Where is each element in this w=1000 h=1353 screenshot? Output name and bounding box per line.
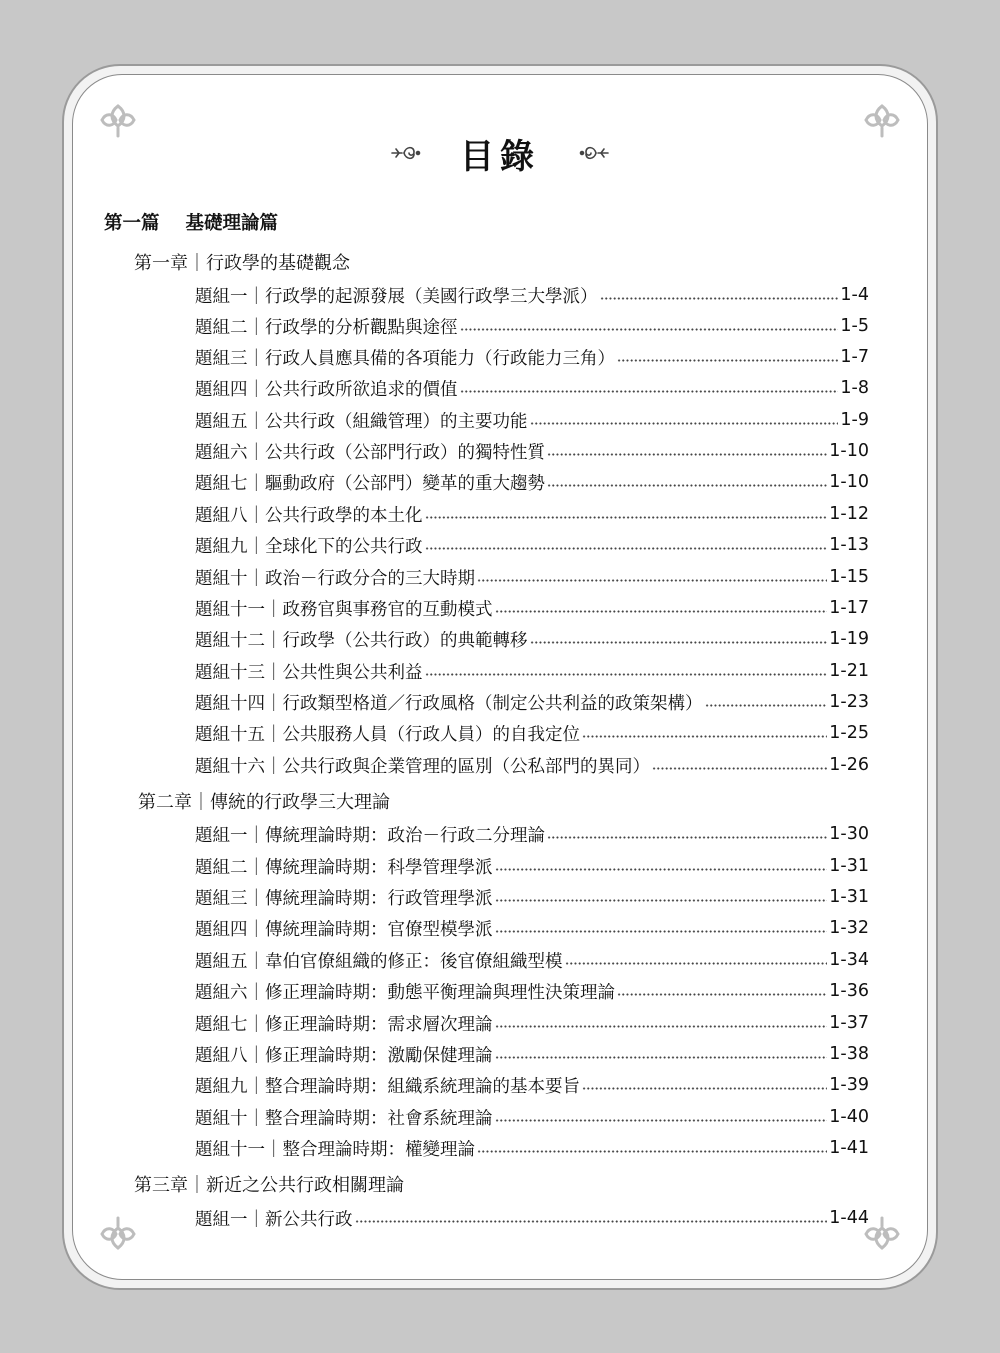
toc-entry-page: 1-13 — [829, 535, 869, 555]
toc-entry-page: 1-17 — [829, 598, 869, 618]
leader-dots — [582, 735, 827, 738]
toc-entry-label: 題組九｜整合理論時期：組織系統理論的基本要旨 — [195, 1076, 580, 1097]
leader-dots — [530, 422, 839, 425]
leader-dots — [530, 641, 828, 644]
toc-entry-page: 1-32 — [829, 918, 869, 938]
part-heading — [104, 210, 278, 234]
leader-dots — [425, 516, 828, 519]
toc-entry-page: 1-4 — [840, 285, 869, 305]
toc-entry[interactable] — [195, 1073, 869, 1097]
toc-entry-page: 1-23 — [829, 692, 869, 712]
flourish-left-icon — [390, 142, 422, 164]
toc-entry[interactable] — [195, 854, 869, 878]
toc-entry-label: 題組十｜政治－行政分合的三大時期 — [195, 568, 475, 589]
toc-entry-label: 題組一｜行政學的起源發展（美國行政學三大學派） — [195, 286, 598, 307]
part-number: 第一篇 — [104, 213, 160, 234]
toc-entry-page: 1-40 — [829, 1107, 869, 1127]
toc-entry[interactable] — [195, 314, 869, 338]
toc-entry[interactable] — [195, 439, 869, 463]
leader-dots — [477, 1150, 827, 1153]
toc-entry[interactable] — [195, 533, 869, 557]
leader-dots — [565, 962, 828, 965]
toc-entry-label: 題組六｜修正理論時期：動態平衡理論與理性決策理論 — [195, 982, 615, 1003]
toc-entry-page: 1-31 — [829, 856, 869, 876]
toc-entry-page: 1-25 — [829, 723, 869, 743]
toc-entry-page: 1-8 — [840, 378, 869, 398]
toc-entry-page: 1-41 — [829, 1138, 869, 1158]
chapter-heading[interactable]: 第一章｜行政學的基礎觀念 — [134, 253, 350, 274]
toc-entry-page: 1-31 — [829, 887, 869, 907]
toc-entry-label: 題組五｜韋伯官僚組織的修正：後官僚組織型模 — [195, 951, 563, 972]
toc-entry-label: 題組七｜修正理論時期：需求層次理論 — [195, 1014, 493, 1035]
toc-entry-label: 題組二｜行政學的分析觀點與途徑 — [195, 317, 458, 338]
toc-entry-label: 題組十六｜公共行政與企業管理的區別（公私部門的異同） — [195, 756, 650, 777]
toc-entry[interactable] — [195, 721, 869, 745]
toc-entry-page: 1-34 — [829, 950, 869, 970]
toc-entry[interactable] — [195, 283, 869, 307]
toc-entry[interactable] — [195, 1105, 869, 1129]
toc-entry-page: 1-39 — [829, 1075, 869, 1095]
leader-dots — [600, 297, 839, 300]
toc-entry[interactable] — [195, 1136, 869, 1160]
toc-entry[interactable] — [195, 627, 869, 651]
toc-entry[interactable] — [195, 753, 869, 777]
leader-dots — [617, 359, 838, 362]
toc-entry[interactable] — [195, 1011, 869, 1035]
toc-entry-label: 題組六｜公共行政（公部門行政）的獨特性質 — [195, 442, 545, 463]
toc-entry[interactable] — [195, 1206, 869, 1230]
toc-entry-label: 題組二｜傳統理論時期：科學管理學派 — [195, 857, 493, 878]
toc-entry-page: 1-37 — [829, 1013, 869, 1033]
toc-entry-label: 題組十一｜整合理論時期：權變理論 — [195, 1139, 475, 1160]
toc-entry-page: 1-7 — [840, 347, 869, 367]
toc-entry-page: 1-38 — [829, 1044, 869, 1064]
leader-dots — [547, 453, 827, 456]
chapter-heading[interactable]: 第三章｜新近之公共行政相關理論 — [134, 1175, 404, 1196]
page-title: 目錄 — [460, 136, 540, 177]
toc-entry-label: 題組十五｜公共服務人員（行政人員）的自我定位 — [195, 724, 580, 745]
toc-entry-label: 題組五｜公共行政（組織管理）的主要功能 — [195, 411, 528, 432]
leader-dots — [425, 673, 828, 676]
toc-entry[interactable] — [195, 408, 869, 432]
toc-entry[interactable] — [195, 916, 869, 940]
toc-entry[interactable] — [195, 470, 869, 494]
leader-dots — [495, 1119, 828, 1122]
corner-ornament-bottom-left — [96, 1212, 140, 1256]
leader-dots — [582, 1087, 827, 1090]
toc-entry-page: 1-21 — [829, 661, 869, 681]
leader-dots — [705, 704, 828, 707]
toc-entry-label: 題組八｜修正理論時期：激勵保健理論 — [195, 1045, 493, 1066]
toc-entry[interactable] — [195, 659, 869, 683]
toc-entry[interactable] — [195, 690, 869, 714]
toc-entry-label: 題組三｜傳統理論時期：行政管理學派 — [195, 888, 493, 909]
toc-entry-page: 1-10 — [829, 441, 869, 461]
title-area — [0, 128, 1000, 178]
toc-entry-label: 題組一｜新公共行政 — [195, 1209, 353, 1230]
leader-dots — [355, 1220, 828, 1223]
toc-entry-page: 1-9 — [840, 410, 869, 430]
part-title: 基礎理論篇 — [185, 213, 279, 234]
toc-entry-page: 1-19 — [829, 629, 869, 649]
leader-dots — [460, 390, 839, 393]
toc-entry[interactable] — [195, 822, 869, 846]
toc-entry-label: 題組十四｜行政類型格道／行政風格（制定公共利益的政策架構） — [195, 693, 703, 714]
toc-entry[interactable] — [195, 345, 869, 369]
toc-entry-label: 題組四｜公共行政所欲追求的價值 — [195, 379, 458, 400]
leader-dots — [425, 547, 828, 550]
toc-entry-page: 1-26 — [829, 755, 869, 775]
toc-entry-label: 題組十二｜行政學（公共行政）的典範轉移 — [195, 630, 528, 651]
toc-entry[interactable] — [195, 502, 869, 526]
leader-dots — [547, 836, 827, 839]
toc-entry[interactable] — [195, 885, 869, 909]
toc-entry[interactable] — [195, 565, 869, 589]
toc-entry[interactable] — [195, 979, 869, 1003]
toc-entry[interactable] — [195, 948, 869, 972]
leader-dots — [495, 899, 828, 902]
toc-entry-page: 1-12 — [829, 504, 869, 524]
toc-entry-page: 1-15 — [829, 567, 869, 587]
leader-dots — [495, 610, 828, 613]
leader-dots — [477, 579, 827, 582]
leader-dots — [495, 930, 828, 933]
leader-dots — [495, 868, 828, 871]
leader-dots — [617, 993, 827, 996]
toc-entry-label: 題組十三｜公共性與公共利益 — [195, 662, 423, 683]
toc-entry-page: 1-5 — [840, 316, 869, 336]
leader-dots — [652, 767, 827, 770]
chapter-heading[interactable]: 第二章｜傳統的行政學三大理論 — [138, 792, 390, 813]
toc-entry-label: 題組九｜全球化下的公共行政 — [195, 536, 423, 557]
leader-dots — [495, 1025, 828, 1028]
toc-entry-label: 題組四｜傳統理論時期：官僚型模學派 — [195, 919, 493, 940]
leader-dots — [547, 484, 827, 487]
toc-entry-page: 1-36 — [829, 981, 869, 1001]
toc-entry-page: 1-44 — [829, 1208, 869, 1228]
toc-entry[interactable] — [195, 376, 869, 400]
toc-entry[interactable] — [195, 1042, 869, 1066]
toc-entry[interactable] — [195, 596, 869, 620]
toc-entry-label: 題組十｜整合理論時期：社會系統理論 — [195, 1108, 493, 1129]
leader-dots — [495, 1056, 828, 1059]
toc-entry-page: 1-30 — [829, 824, 869, 844]
toc-entry-label: 題組十一｜政務官與事務官的互動模式 — [195, 599, 493, 620]
flourish-right-icon — [578, 142, 610, 164]
toc-entry-label: 題組三｜行政人員應具備的各項能力（行政能力三角） — [195, 348, 615, 369]
toc-entry-label: 題組七｜驅動政府（公部門）變革的重大趨勢 — [195, 473, 545, 494]
toc-entry-label: 題組一｜傳統理論時期：政治－行政二分理論 — [195, 825, 545, 846]
leader-dots — [460, 328, 839, 331]
toc-entry-page: 1-10 — [829, 472, 869, 492]
toc-entry-label: 題組八｜公共行政學的本土化 — [195, 505, 423, 526]
